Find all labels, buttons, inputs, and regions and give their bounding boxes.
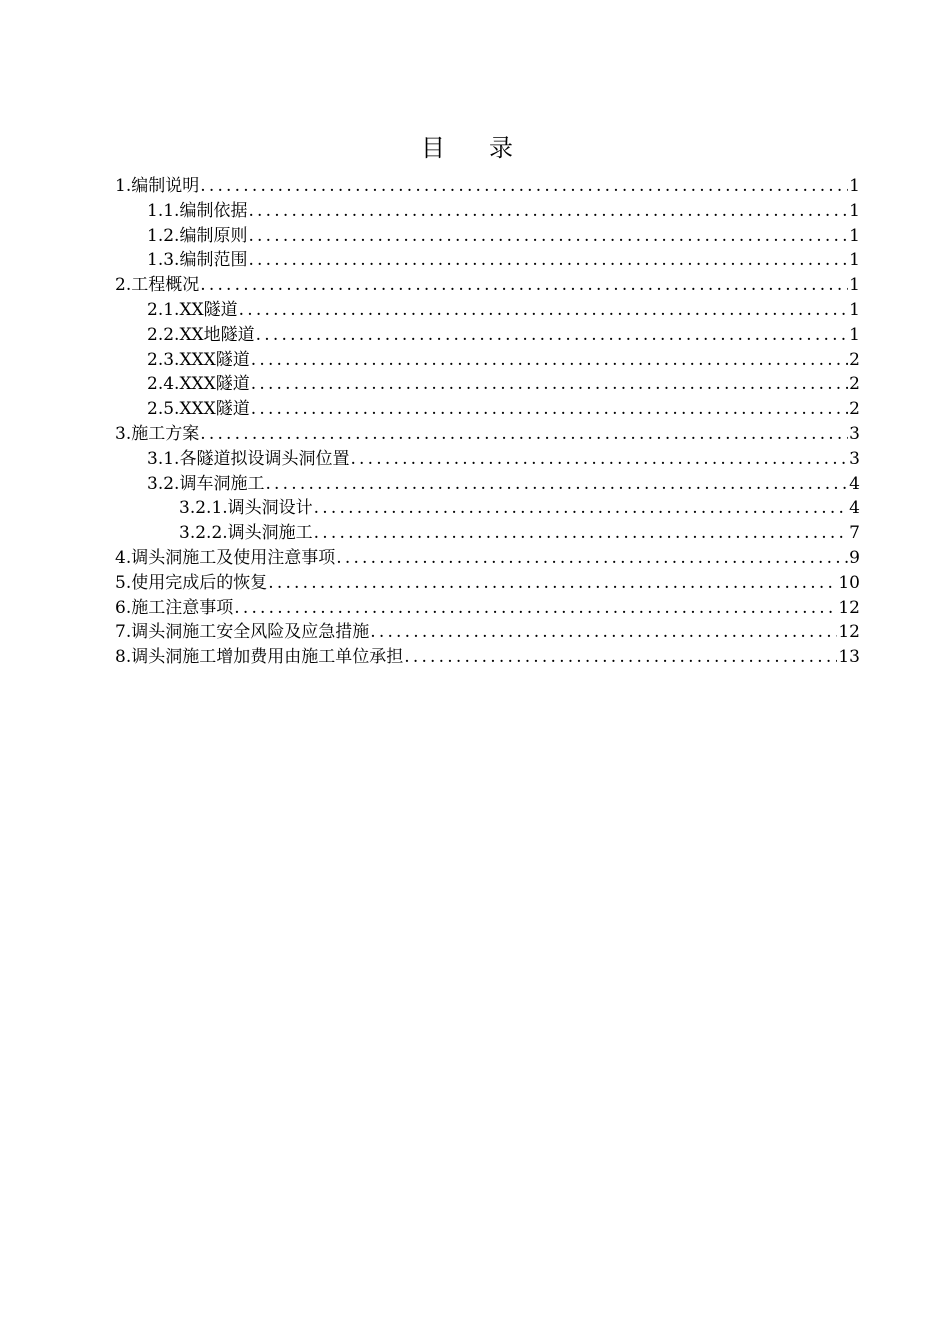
toc-entry-page: 2 bbox=[849, 399, 860, 420]
toc-entry-page: 1 bbox=[849, 200, 860, 221]
toc-entry-label: 8.调头洞施工增加费用由施工单位承担 bbox=[115, 647, 404, 668]
toc-entry-page: 12 bbox=[838, 597, 860, 618]
toc-entry-label: 2.5.XXX隧道 bbox=[147, 399, 250, 420]
toc-leader-dots bbox=[350, 447, 848, 472]
toc-entry[interactable] bbox=[115, 174, 860, 199]
toc-entry-page: 2 bbox=[849, 349, 860, 370]
toc-entry-page: 7 bbox=[849, 523, 860, 544]
toc-leader-dots bbox=[248, 248, 848, 273]
toc-entry-label: 1.3.编制范围 bbox=[147, 250, 248, 271]
toc-entry[interactable] bbox=[115, 323, 860, 348]
toc-entry-label: 3.施工方案 bbox=[115, 423, 200, 444]
toc-entry[interactable] bbox=[115, 620, 860, 645]
toc-entry[interactable] bbox=[115, 596, 860, 621]
toc-entry-page: 9 bbox=[849, 547, 860, 568]
toc-entry[interactable] bbox=[115, 348, 860, 373]
toc-leader-dots bbox=[200, 273, 848, 298]
toc-entry[interactable] bbox=[115, 521, 860, 546]
toc-entry[interactable] bbox=[115, 546, 860, 571]
toc-leader-dots bbox=[268, 571, 837, 596]
toc-leader-dots bbox=[256, 323, 849, 348]
toc-entry-label: 2.3.XXX隧道 bbox=[147, 349, 250, 370]
toc-entry-label: 6.施工注意事项 bbox=[115, 597, 234, 618]
toc-entry[interactable] bbox=[115, 422, 860, 447]
toc-leader-dots bbox=[248, 224, 848, 249]
toc-entry[interactable] bbox=[115, 571, 860, 596]
toc-entry[interactable] bbox=[115, 447, 860, 472]
toc-entry-page: 1 bbox=[849, 324, 860, 345]
toc-entry-page: 13 bbox=[838, 647, 860, 668]
toc-entry[interactable] bbox=[115, 496, 860, 521]
toc-entry-page: 1 bbox=[849, 299, 860, 320]
toc-entry-page: 1 bbox=[849, 275, 860, 296]
toc-entry-label: 2.工程概况 bbox=[115, 275, 200, 296]
toc-leader-dots bbox=[265, 472, 848, 497]
toc-entry-label: 3.2.2.调头洞施工 bbox=[179, 523, 313, 544]
toc-entry[interactable] bbox=[115, 224, 860, 249]
toc-entry-page: 3 bbox=[849, 448, 860, 469]
toc-entry[interactable] bbox=[115, 199, 860, 224]
toc-leader-dots bbox=[336, 546, 848, 571]
toc-entry-page: 4 bbox=[849, 473, 860, 494]
toc-leader-dots bbox=[239, 298, 849, 323]
toc-entry-page: 1 bbox=[849, 176, 860, 196]
toc-entry-label: 2.2.XX地隧道 bbox=[147, 324, 255, 345]
toc-entry-label: 1.编制说明 bbox=[115, 176, 200, 196]
toc-entry[interactable] bbox=[115, 472, 860, 497]
toc-entry[interactable] bbox=[115, 298, 860, 323]
toc-entry-label: 1.2.编制原则 bbox=[147, 225, 248, 246]
toc-entry-label: 1.1.编制依据 bbox=[147, 200, 248, 221]
toc-entry[interactable] bbox=[115, 372, 860, 397]
toc-entry-page: 4 bbox=[849, 498, 860, 519]
toc-entry[interactable] bbox=[115, 397, 860, 422]
toc-entry[interactable] bbox=[115, 645, 860, 670]
toc-leader-dots bbox=[404, 645, 837, 670]
toc-leader-dots bbox=[251, 348, 848, 373]
toc-entry-page: 12 bbox=[838, 622, 860, 643]
toc-entry-label: 3.2.调车洞施工 bbox=[147, 473, 265, 494]
toc-entry[interactable] bbox=[115, 273, 860, 298]
toc-entry-label: 3.1.各隧道拟设调头洞位置 bbox=[147, 448, 350, 469]
toc-leader-dots bbox=[314, 521, 849, 546]
toc-entry-label: 2.4.XXX隧道 bbox=[147, 374, 250, 395]
toc-entry-page: 2 bbox=[849, 374, 860, 395]
toc-entry-label: 5.使用完成后的恢复 bbox=[115, 572, 268, 593]
toc-entry-label: 4.调头洞施工及使用注意事项 bbox=[115, 547, 336, 568]
toc-entry[interactable] bbox=[115, 248, 860, 273]
toc-entry-label: 2.1.XX隧道 bbox=[147, 299, 238, 320]
toc-list bbox=[115, 174, 860, 670]
toc-entry-page: 1 bbox=[849, 250, 860, 271]
toc-leader-dots bbox=[314, 496, 849, 521]
toc-leader-dots bbox=[200, 174, 848, 199]
toc-leader-dots bbox=[370, 620, 837, 645]
toc-leader-dots bbox=[234, 596, 837, 621]
toc-entry-page: 10 bbox=[838, 572, 860, 593]
toc-entry-label: 7.调头洞施工安全风险及应急措施 bbox=[115, 622, 370, 643]
toc-entry-label: 3.2.1.调头洞设计 bbox=[179, 498, 313, 519]
toc-entry-page: 3 bbox=[849, 423, 860, 444]
toc-leader-dots bbox=[251, 397, 848, 422]
toc-leader-dots bbox=[251, 372, 848, 397]
toc-title: 目录 bbox=[421, 134, 557, 162]
toc-leader-dots bbox=[200, 422, 848, 447]
toc-entry-page: 1 bbox=[849, 225, 860, 246]
toc-leader-dots bbox=[248, 199, 848, 224]
